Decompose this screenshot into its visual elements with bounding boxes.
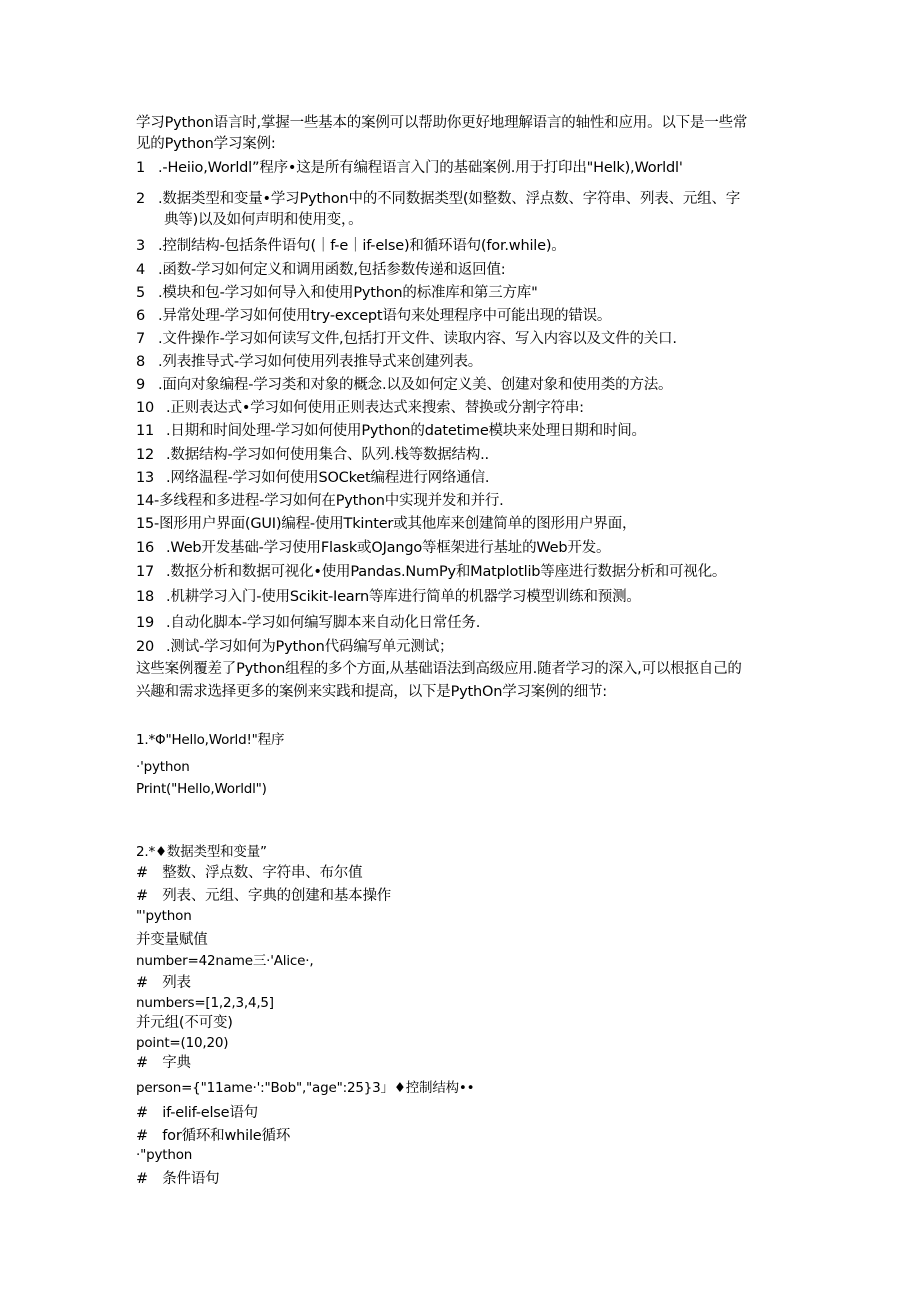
list-item-9: 9 .面向对象编程-学习类和对象的概念.以及如何定义美、创建对象和使用类的方法。 <box>136 377 673 393</box>
list-item-12: 12 .数据结构-学习如何使用集合、队列.栈等数据结构.. <box>136 447 489 463</box>
section-2-line: 并元组(不可变) <box>136 1015 233 1031</box>
section-2-line: # for循环和while循环 <box>136 1128 291 1144</box>
list-item-15: 15-图形用户界面(GUI)编程-使用Tkinter或其他库来创建简单的图形用户界面， <box>136 516 637 532</box>
section-2-line: person={"11ame·':"Bob","age":25}3」♦控制结构•• <box>136 1080 475 1096</box>
section-2-line: number=42name三·'Alice·, <box>136 953 314 969</box>
list-item-16: 16 .Web开发基础-学习使用Flask或OJango等框架进行基址的Web开发。 <box>136 540 611 556</box>
list-item-2-cont: 典等)以及如何声明和使用变，。 <box>164 212 363 228</box>
section-2-line: point=(10,20) <box>136 1035 229 1051</box>
section-2-line: # 整数、浮点数、字符串、布尔值 <box>136 865 363 881</box>
list-item-18: 18 .机耕学习入门-使用Scikit-Iearn等库进行简单的机器学习模型训练和预测。 <box>136 589 641 605</box>
intro-line-1: 学习Python语言时,掌握一些基本的案例可以帮助你更好地理解语言的轴性和应用。以下是一些常 <box>136 115 748 131</box>
section-1-title: 1.*Φ"Hello,World!"程序 <box>136 732 285 748</box>
list-item-4: 4 .函数-学习如何定义和调用函数,包括参数传递和返回值: <box>136 262 506 278</box>
intro-line-2: 见的Python学习案例: <box>136 136 276 152</box>
list-item-3: 3 .控制结构-包括条件语句(｜f-e｜if-else)和循环语句(for.while)。 <box>136 238 566 254</box>
section-2-line: ·"python <box>136 1147 193 1163</box>
list-item-20: 20 .测试-学习如何为Python代码编写单元测试； <box>136 639 454 655</box>
section-2-line: numbers=[1,2,3,4,5] <box>136 995 274 1011</box>
list-item-7: 7 .文件操作-学习如何读写文件,包括打开文件、读取内容、写入内容以及文件的关口. <box>136 331 677 347</box>
list-item-14: 14-多线程和多进程-学习如何在Python中实现并发和并行. <box>136 493 504 509</box>
list-item-8: 8 .列表推导式-学习如何使用列表推导式来创建列表。 <box>136 354 483 370</box>
list-item-5: 5 .模块和包-学习如何导入和使用Python的标准库和第三方库" <box>136 285 538 301</box>
section-2-line: "'python <box>136 908 192 924</box>
section-2-line: # if-elif-else语句 <box>136 1105 258 1121</box>
list-item-19: 19 .自动化脚本-学习如何编写脚本来自动化日常任务. <box>136 615 481 631</box>
section-1-code-fence: ·'python <box>136 759 190 775</box>
section-1-code-print: Print("Hello,Worldl") <box>136 781 267 797</box>
list-item-13: 13 .网络温程-学习如何使用SOCket编程进行网络通信. <box>136 470 490 486</box>
section-2-title: 2.*♦数据类型和变量” <box>136 844 267 860</box>
summary-line-2: 兴趣和需求选择更多的案例来实践和提高，以下是PythOn学习案例的细节: <box>136 684 607 700</box>
section-2-line: # 条件语句 <box>136 1171 220 1187</box>
section-2-line: 并变量赋值 <box>136 932 208 948</box>
summary-line-1: 这些案例覆差了Python组程的多个方面,从基础语法到高级应用.随者学习的深入,可以根抠自己的 <box>136 661 742 677</box>
list-item-11: 11 .日期和时间处理-学习如何使用Python的datetime模块来处理日期和时间。 <box>136 423 646 439</box>
list-item-17: 17 .数抠分析和数据可视化•使用Pandas.NumPy和Matplotlib等座进行数据分析和可视化。 <box>136 564 727 580</box>
section-2-line: # 列表、元组、字典的创建和基本操作 <box>136 888 392 904</box>
section-2-line: # 字典 <box>136 1055 191 1071</box>
section-2-line: # 列表 <box>136 975 191 991</box>
list-item-2: 2 .数据类型和变量•学习Python中的不同数据类型(如整数、浮点数、字符串、列表、元组、字 <box>136 191 741 207</box>
list-item-10: 10 .正则表达式•学习如何使用正则表达式来搜索、替换或分割字符串: <box>136 400 584 416</box>
list-item-1: 1 .-Heiio,Worldl”程序•这是所有编程语言入门的基础案例.用于打印出"Helk),Worldl' <box>136 160 683 176</box>
list-item-6: 6 .异常处理-学习如何使用try-except语句来处理程序中可能出现的错误。 <box>136 308 612 324</box>
